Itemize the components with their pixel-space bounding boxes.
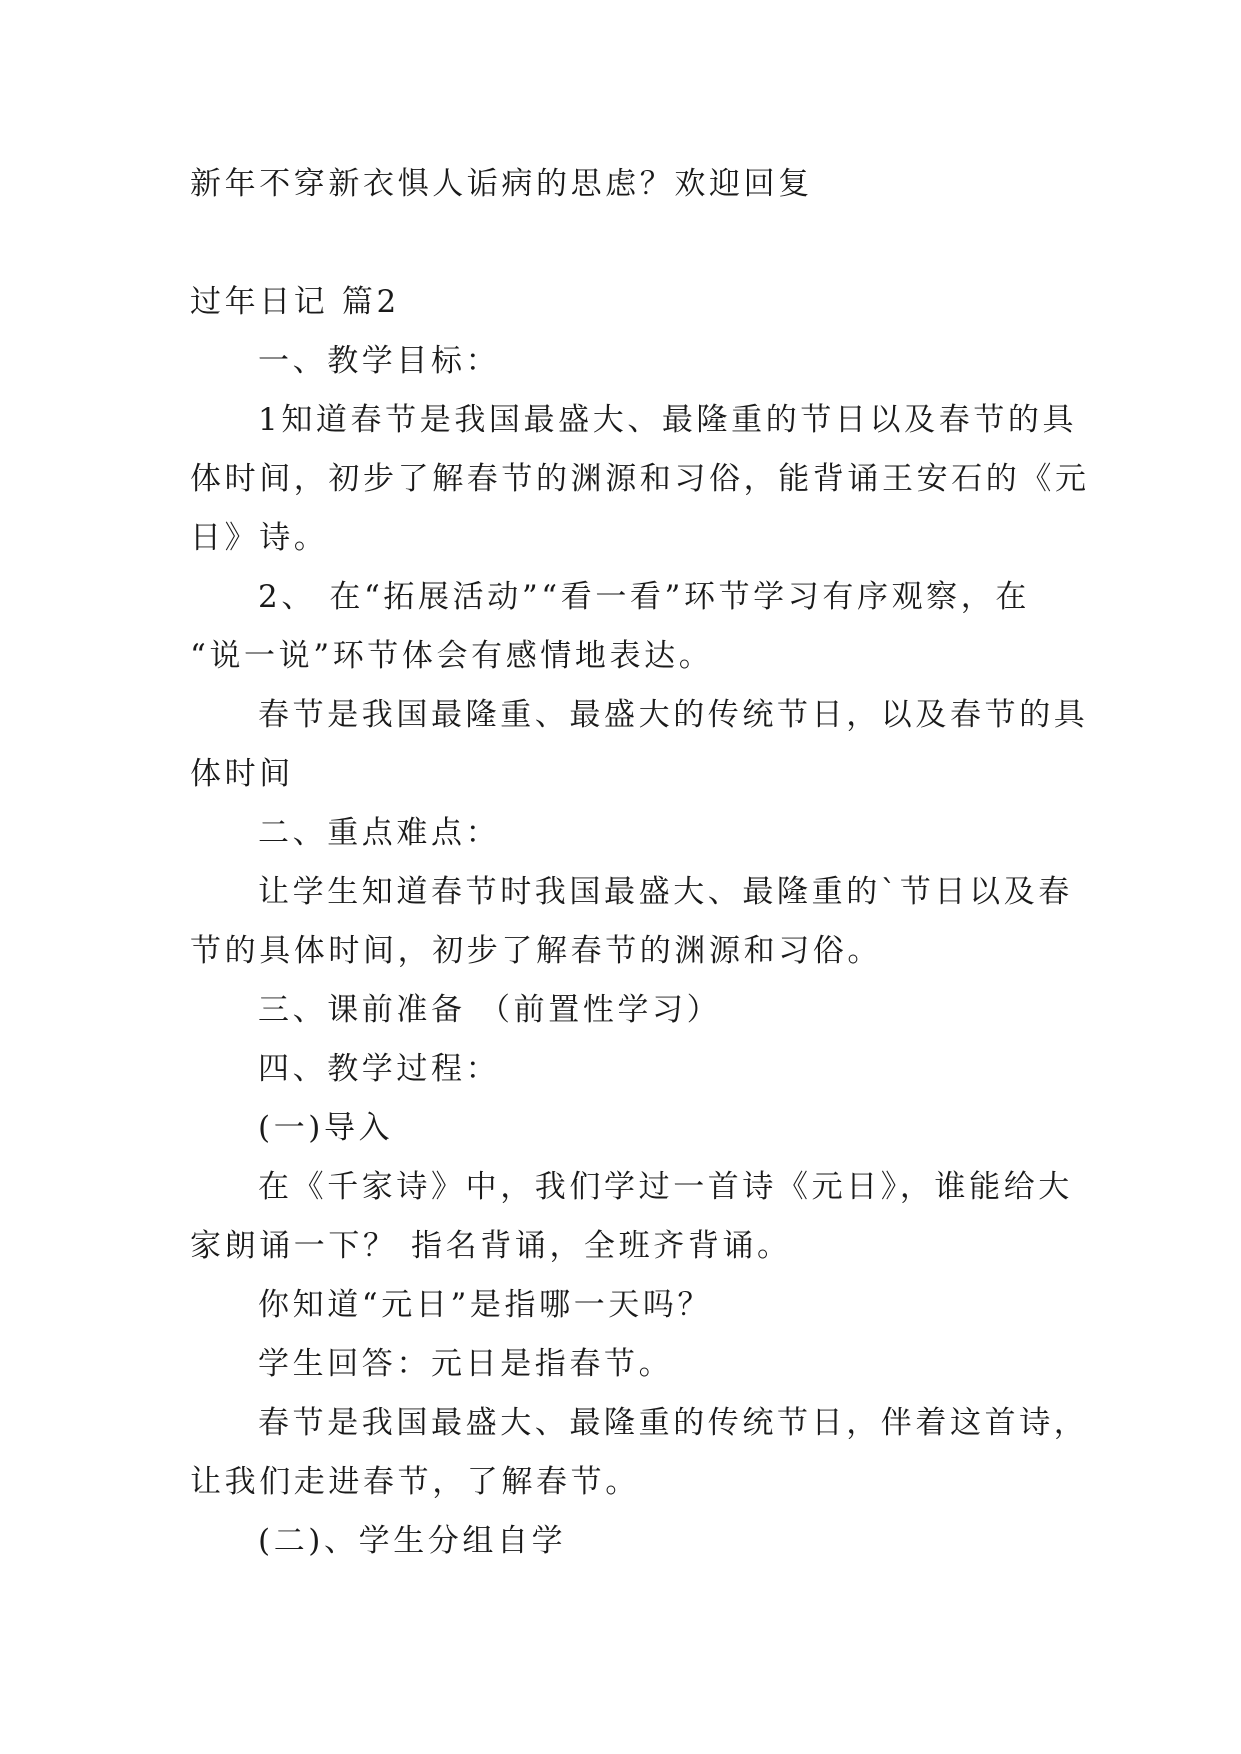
section-heading: 过年日记 篇2 bbox=[190, 284, 400, 320]
text-line: 春节是我国最盛大、最隆重的传统节日，伴着这首诗， bbox=[258, 1405, 1089, 1441]
text-line: 让学生知道春节时我国最盛大、最隆重的`节日以及春 bbox=[258, 874, 1073, 910]
text-line: 你知道“元日”是指哪一天吗？ bbox=[258, 1287, 713, 1323]
text-line: 2、 在“拓展活动”“看一看”环节学习有序观察，在 bbox=[258, 579, 1030, 615]
text-line: 家朗诵一下？ 指名背诵，全班齐背诵。 bbox=[190, 1228, 792, 1264]
text-line: 在《千家诗》中，我们学过一首诗《元日》，谁能给大 bbox=[258, 1169, 1073, 1205]
text-line: 日》诗。 bbox=[190, 520, 329, 556]
text-line: (一)导入 bbox=[258, 1110, 394, 1146]
text-line: 让我们走进春节，了解春节。 bbox=[190, 1464, 640, 1500]
text-line: 节的具体时间，初步了解春节的渊源和习俗。 bbox=[190, 933, 882, 969]
text-line: 体时间，初步了解春节的渊源和习俗，能背诵王安石的《元 bbox=[190, 461, 1090, 497]
text-line: 四、教学过程： bbox=[258, 1051, 501, 1087]
text-line: 三、课前准备 （前置性学习） bbox=[258, 992, 722, 1028]
text-line: 体时间 bbox=[190, 756, 294, 792]
text-line: 一、教学目标： bbox=[258, 343, 501, 379]
text-line: 二、重点难点： bbox=[258, 815, 501, 851]
text-line: 1知道春节是我国最盛大、最隆重的节日以及春节的具 bbox=[258, 402, 1078, 438]
text-line: (二)、学生分组自学 bbox=[258, 1523, 567, 1559]
text-line: “说一说”环节体会有感情地表达。 bbox=[190, 638, 714, 674]
text-line: 学生回答：元日是指春节。 bbox=[258, 1346, 674, 1382]
text-line: 新年不穿新衣惧人诟病的思虑？欢迎回复 bbox=[190, 166, 813, 202]
text-line: 春节是我国最隆重、最盛大的传统节日，以及春节的具 bbox=[258, 697, 1089, 733]
